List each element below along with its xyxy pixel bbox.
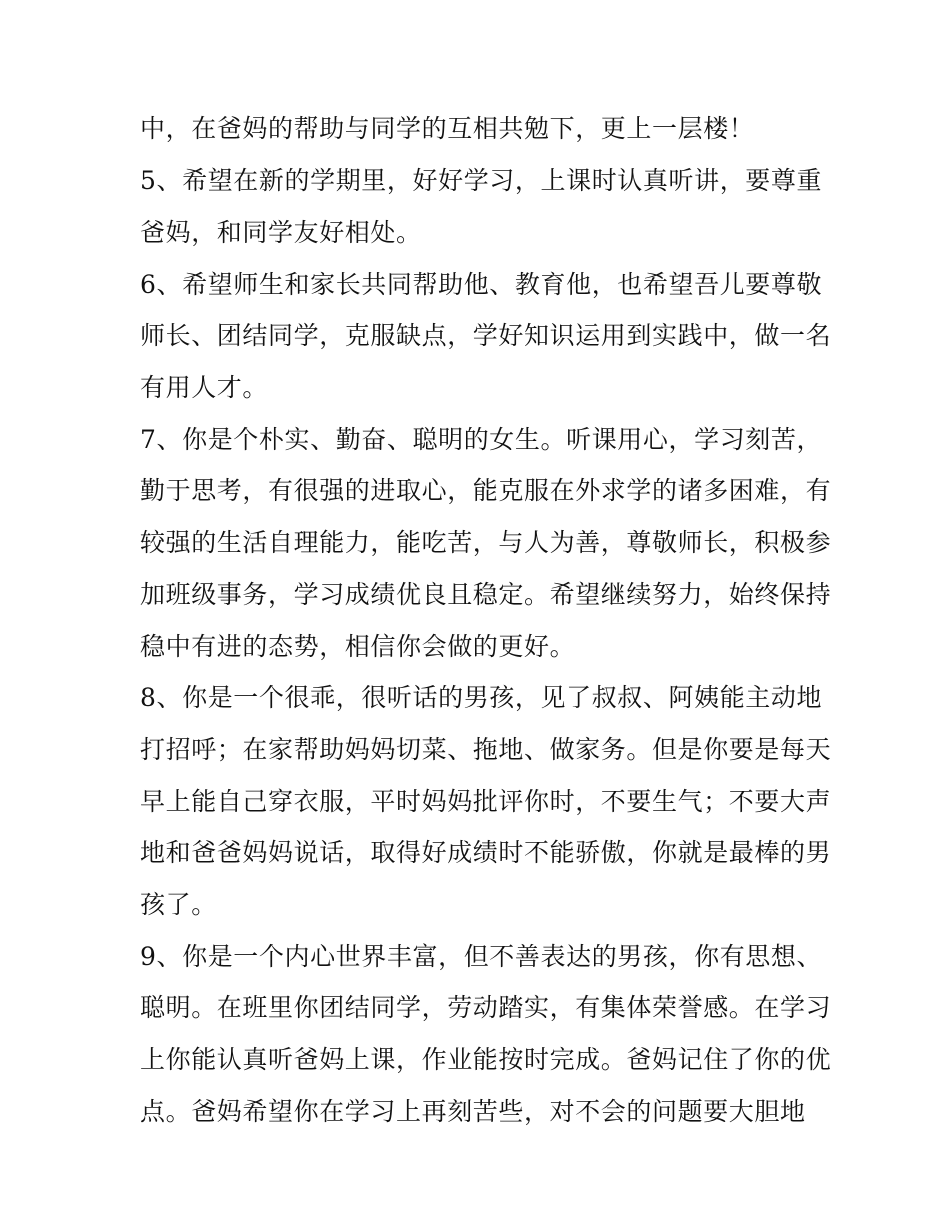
text-line: 点。爸妈希望你在学习上再刻苦些，对不会的问题要大胆地 [140,1097,806,1126]
text-line: 聪明。在班里你团结同学，劳动踏实，有集体荣誉感。在学习 [140,993,832,1022]
text-line: 打招呼；在家帮助妈妈切菜、拖地、做家务。但是你要是每天 [140,735,832,764]
text-line: 加班级事务，学习成绩优良且稳定。希望继续努力，始终保持 [140,580,832,609]
text-line: 9、你是一个内心世界丰富，但不善表达的男孩，你有思想、 [140,942,823,971]
text-line: 7、你是个朴实、勤奋、聪明的女生。听课用心，学习刻苦， [140,425,823,454]
text-line: 孩了。 [140,890,217,919]
text-line: 地和爸爸妈妈说话，取得好成绩时不能骄傲，你就是最棒的男 [140,838,832,867]
text-line: 5、希望在新的学期里，好好学习，上课时认真听讲，要尊重 [140,166,823,195]
text-line: 8、你是一个很乖，很听话的男孩，见了叔叔、阿姨能主动地 [140,683,823,712]
text-line: 有用人才。 [140,373,269,402]
text-line: 上你能认真听爸妈上课，作业能按时完成。爸妈记住了你的优 [140,1045,832,1074]
text-line: 爸妈，和同学友好相处。 [140,218,422,247]
text-line: 勤于思考，有很强的进取心，能克服在外求学的诸多困难，有 [140,476,832,505]
text-line: 6、希望师生和家长共同帮助他、教育他，也希望吾儿要尊敬 [140,270,823,299]
text-line: 中，在爸妈的帮助与同学的互相共勉下，更上一层楼！ [140,114,755,143]
text-line: 师长、团结同学，克服缺点，学好知识运用到实践中，做一名 [140,321,832,350]
text-line: 较强的生活自理能力，能吃苦，与人为善，尊敬师长，积极参 [140,528,832,557]
text-line: 稳中有进的态势，相信你会做的更好。 [140,632,576,661]
text-line: 早上能自己穿衣服，平时妈妈批评你时，不要生气；不要大声 [140,787,832,816]
